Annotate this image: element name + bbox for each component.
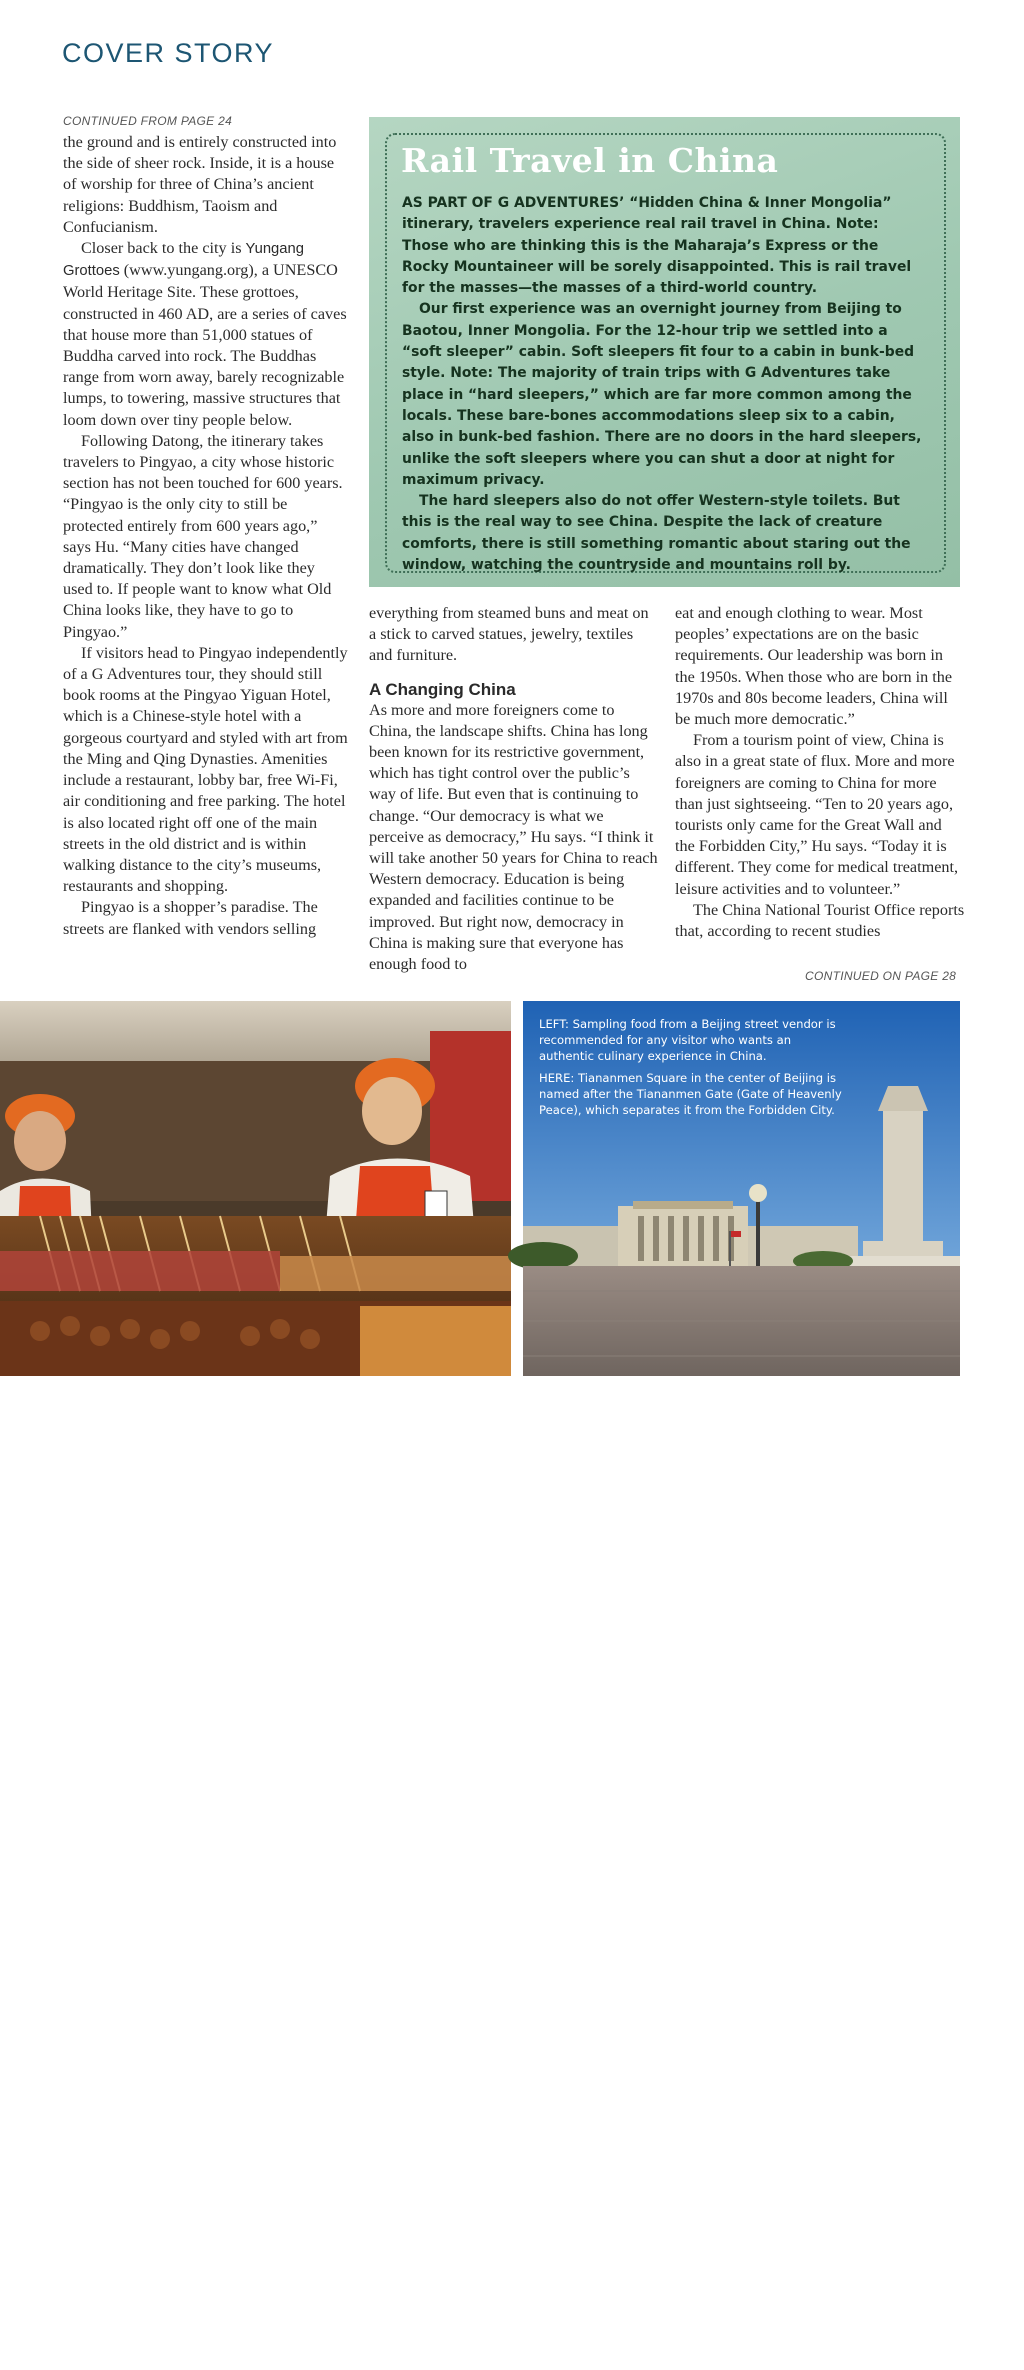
continued-from-note: CONTINUED FROM PAGE 24 xyxy=(63,114,233,128)
article-paragraph: eat and enough clothing to wear. Most peoples’ expectations are on the basic requirements. Our leadership was born in the 1950s. When those who are born in the 1970s and 80s become leaders, China will be much more democratic.” xyxy=(675,604,953,729)
photo-captions xyxy=(539,1017,844,1126)
article-subhead: A Changing China xyxy=(369,679,516,699)
sidebar-paragraph: AS PART OF G ADVENTURES’ “Hidden China & Inner Mongolia” itinerary, travelers experience real rail travel in China. Note: Those who are thinking this is the Maharaja’s Express or the Rocky Mountaineer will be sorely disappointed. This is rail travel for the masses—the masses of a third-world country. xyxy=(402,195,912,297)
street-vendor-photo xyxy=(0,1001,511,2370)
article-paragraph: Following Datong, the itinerary takes travelers to Pingyao, a city whose historic section has not been touched for 600 years. “Pingyao is the only city to still be protected entirely from 600 years ago,” says Hu. “Many cities have changed dramatically. They don’t look like they used to. If people want to know what Old China looks like, they have to go to Pingyao.” xyxy=(63,431,343,641)
article-paragraph: As more and more foreigners come to China, the landscape shifts. China has long been known for its restrictive government, which has tight control over the public’s way of life. But even that is continuing to change. “Our democracy is what we perceive as democracy,” Hu says. “I think it will take another 50 years for China to reach Western democracy. Education is being expanded and facilities continue to be improved. But right now, democracy in China is making sure that everyone has enough food to xyxy=(369,700,658,974)
sidebar-paragraph: The hard sleepers also do not offer Western-style toilets. But this is the real way to see China. Despite the lack of creature comforts, there is still something romantic about staring out the window, watching the countryside and mountains roll by. xyxy=(402,493,911,574)
magazine-brand: TravelAgent xyxy=(94,2356,165,2370)
sidebar-box xyxy=(369,117,960,587)
highlighted-place-name: Yungang Grottoes xyxy=(63,241,304,280)
paragraph-lead: Closer back to the city is xyxy=(81,239,246,258)
sidebar-title: Rail Travel in China xyxy=(401,141,779,180)
folio-divider: | xyxy=(171,2356,176,2370)
folio-divider: | xyxy=(83,2356,88,2370)
article-paragraph xyxy=(63,238,348,431)
sidebar-paragraph: Our first experience was an overnight journey from Beijing to Baotou, Inner Mongolia. For the 12-hour trip we settled into a “soft sleeper” cabin. Soft sleepers fit four to a cabin in bunk-bed style. Note: The majority of train trips with G Adventures take place in “hard sleepers,” which are far more common among the locals. These bare-bones accommodations sleep six to a cabin, also in bunk-bed fashion. There are no doors in the hard sleepers, unlike the soft sleepers where you can shut a door at night for maximum privacy. xyxy=(402,301,922,488)
street-vendor-illustration xyxy=(0,1001,511,1376)
article-paragraph: From a tourism point of view, China is also in a great state of flux. More and more foreigners are coming to China for more than just sightseeing. “Ten to 20 years ago, tourists only came for the Great Wall and the Forbidden City,” Hu says. “Today it is different. They come for medical treatment, leisure activities and to volunteer.” xyxy=(675,731,959,898)
caption-left: LEFT: Sampling food from a Beijing street vendor is recommended for any visitor who wants an authentic culinary experience in China. xyxy=(539,1017,836,1063)
continued-on-note: CONTINUED ON PAGE 28 xyxy=(805,969,957,983)
sidebar-body xyxy=(402,193,927,576)
tiananmen-square-photo xyxy=(523,1001,960,1376)
page-number: 26 xyxy=(63,2356,77,2370)
article-column-3 xyxy=(675,603,965,942)
article-paragraph: everything from steamed buns and meat on a stick to carved statues, jewelry, textiles and furniture. xyxy=(369,604,649,665)
article-column-2 xyxy=(369,603,659,975)
website-url[interactable]: www.travelagentcentral.com xyxy=(182,2356,338,2370)
folio-divider: | xyxy=(344,2356,348,2370)
article-paragraph: If visitors head to Pingyao independently of a G Adventures tour, they should still book rooms at the Pingyao Yiguan Hotel, which is a Chinese-style hotel with a gorgeous courtyard and styled with art from the Ming and Qing Dynasties. Amenities include a restaurant, lobby bar, free Wi-Fi, air conditioning and free parking. The hotel is also located right off one of the main streets in the old district and is within walking distance to the city’s museums, restaurants and shopping. xyxy=(63,643,348,896)
section-header: COVER STORY xyxy=(62,38,275,68)
page-folio xyxy=(63,2356,476,2370)
article-paragraph: the ground and is entirely constructed into the side of sheer rock. Inside, it is a house of worship for three of China’s ancient religions: Buddhism, Taoism and Confucianism. xyxy=(63,133,337,236)
article-paragraph: Pingyao is a shopper’s paradise. The streets are flanked with vendors selling xyxy=(63,898,318,938)
article-column-1 xyxy=(63,132,348,940)
article-paragraph: The China National Tourist Office reports that, according to recent studies xyxy=(675,900,965,941)
paragraph-text: (www.yungang.org), a UNESCO World Heritage Site. These grottoes, constructed in 460 AD, are a series of caves that house more than 51,000 statues of Buddha carved into rock. The Buddhas range from worn away, barely recognizable lumps, to towering, massive structures that loom down over tiny people below. xyxy=(63,261,347,429)
issue-date: SEPTEMBER 1, 2014 xyxy=(354,2356,476,2370)
caption-here: HERE: Tiananmen Square in the center of Beijing is named after the Tiananmen Gate (Gate of Heavenly Peace), which separates it from the Forbidden City. xyxy=(539,1071,842,1117)
